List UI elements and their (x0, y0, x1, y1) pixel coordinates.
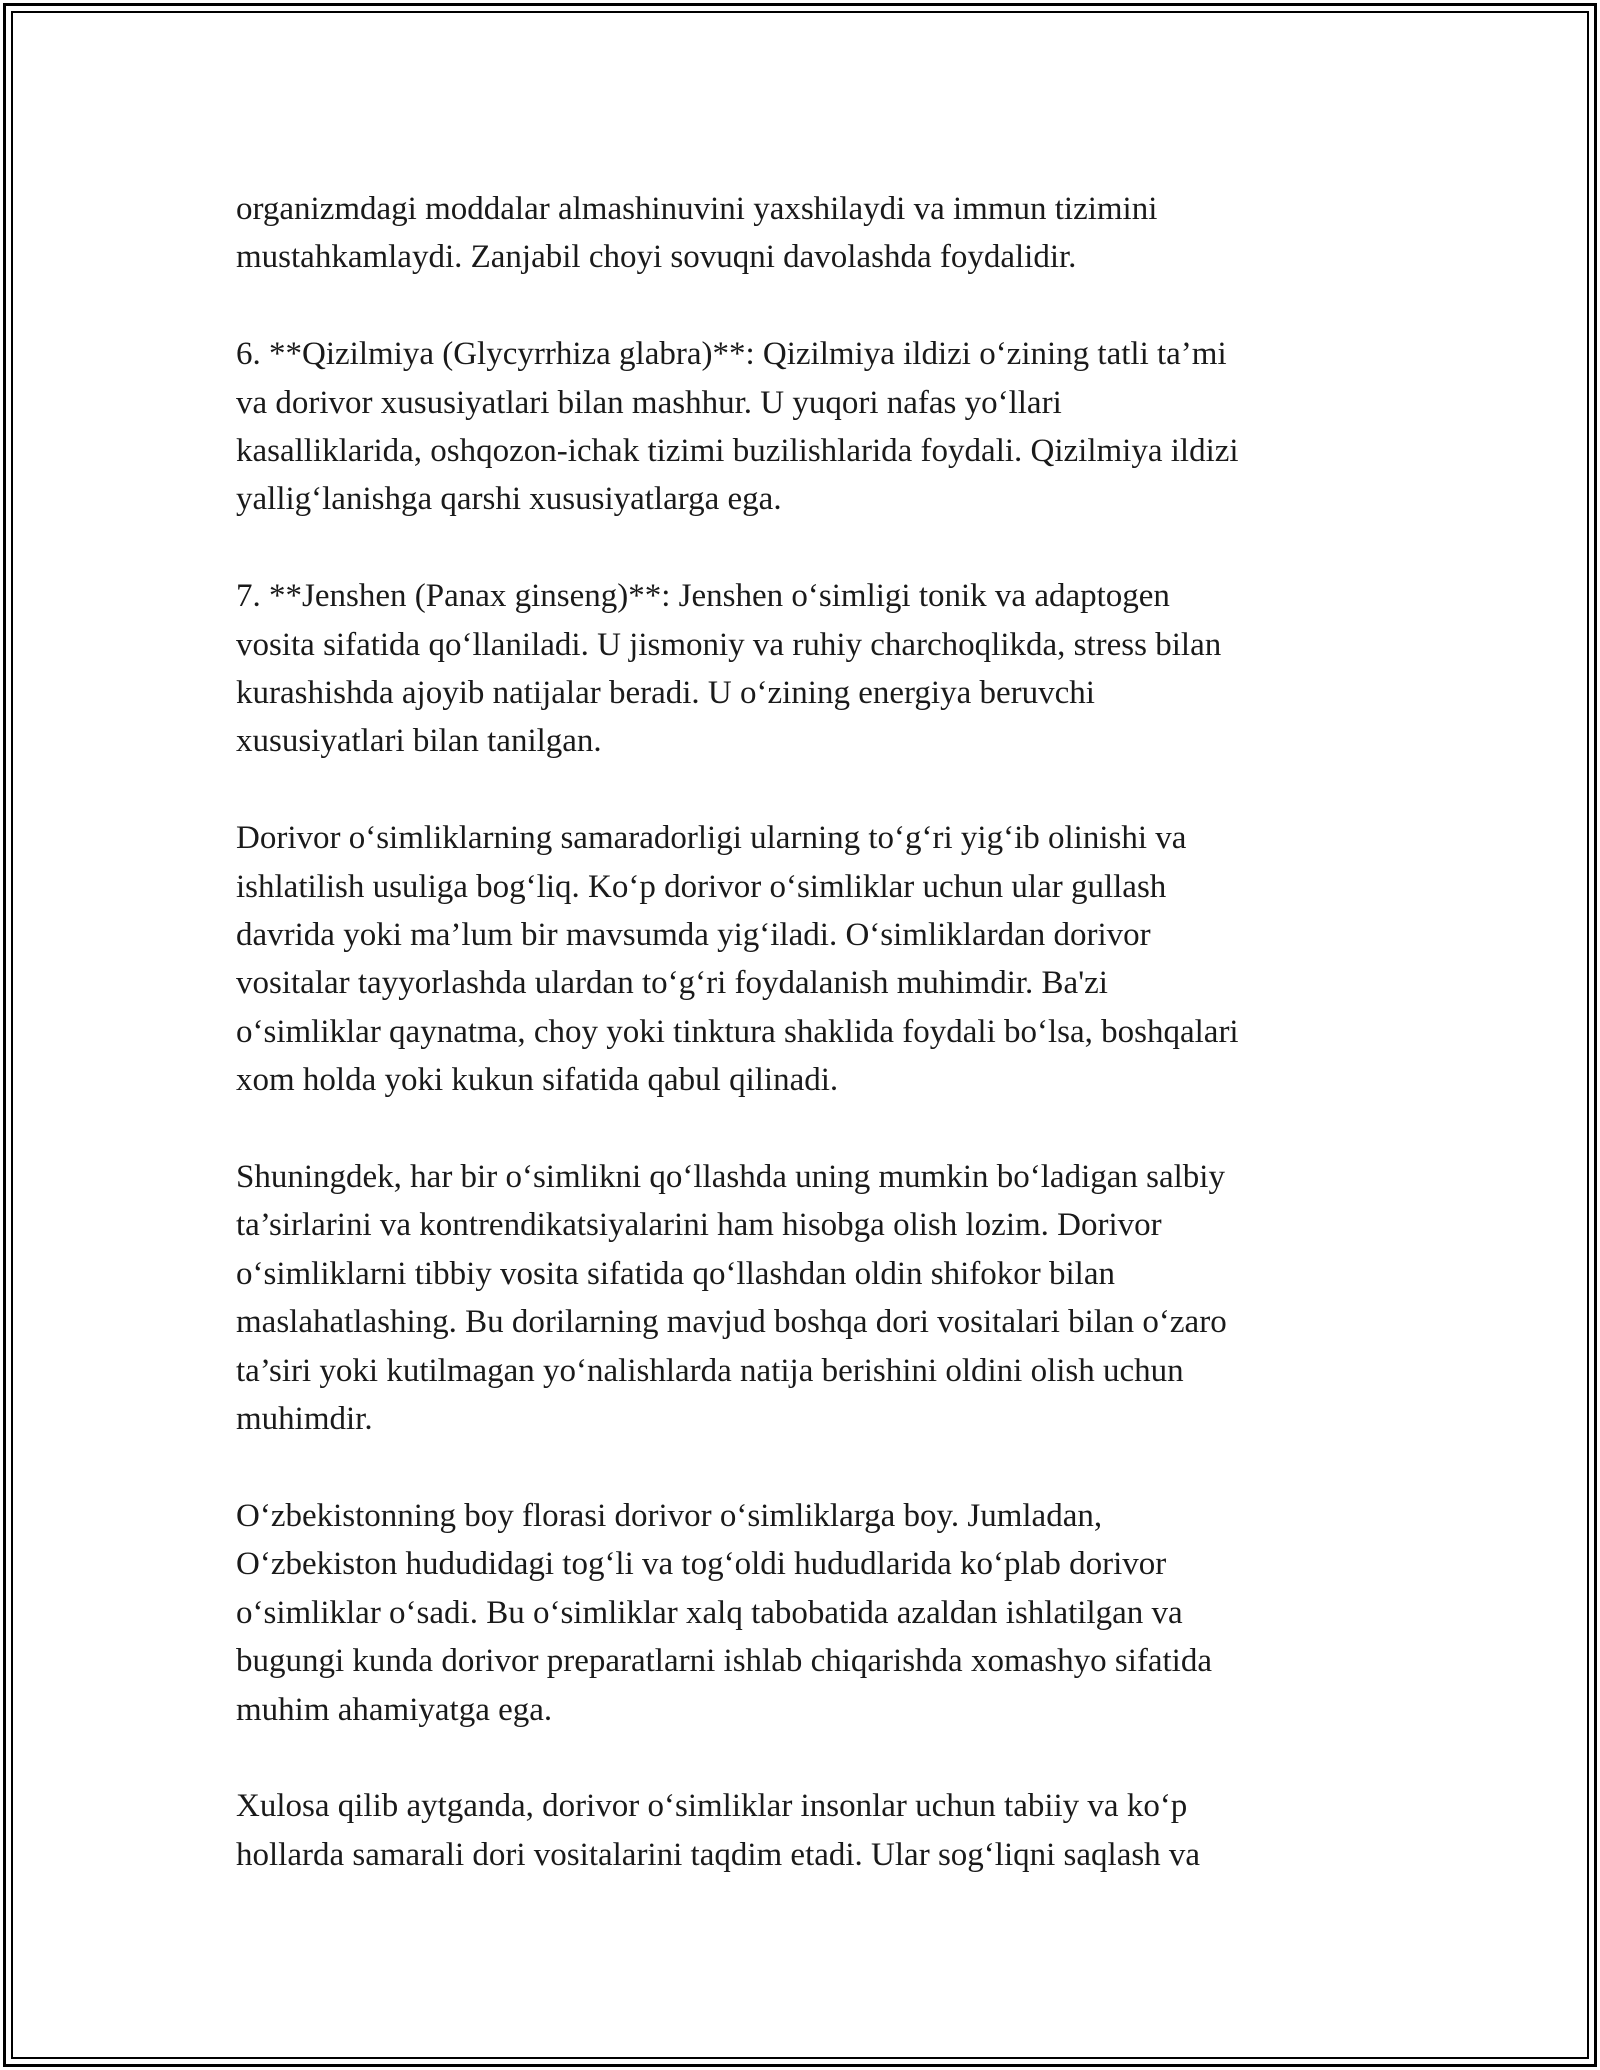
paragraph-samaradorlik: Dorivor o‘simliklarning samaradorligi ularning to‘g‘ri yig‘ib olinishi va ishlatilish usuliga bog‘liq. Ko‘p dorivor o‘simliklar uchun ular gullash davrida yoki ma’lum bir mavsumda yig‘iladi. O‘simliklardan dorivor vositalar tayyorlashda ulardan to‘g‘ri foydalanish muhimdir. Ba'zi o‘simliklar qaynatma, choy yoki tinktura shaklida foydali bo‘lsa, boshqalari xom holda yoki kukun sifatida qabul qilinadi. (236, 820, 1239, 1099)
document-body (236, 185, 1366, 1928)
paragraph-salbiy-tasirlar: Shuningdek, har bir o‘simlikni qo‘llashda uning mumkin bo‘ladigan salbiy ta’sirlarini va kontrendikatsiyalarini ham hisobga olish lozim. Dorivor o‘simliklarni tibbiy vosita sifatida qo‘llashdan oldin shifokor bilan maslahatlashing. Bu dorilarning mavjud boshqa dori vositalari bilan o‘zaro ta’siri yoki kutilmagan yo‘nalishlarda natija berishini oldini olish uchun muhimdir. (236, 1159, 1227, 1438)
paragraph-ozbekiston-florasi: O‘zbekistonning boy florasi dorivor o‘simliklarga boy. Jumladan, O‘zbekiston hududidagi tog‘li va tog‘oldi hududlarida ko‘plab dorivor o‘simliklar o‘sadi. Bu o‘simliklar xalq tabobatida azaldan ishlatilgan va bugungi kunda dorivor preparatlarni ishlab chiqarishda xomashyo sifatida muhim ahamiyatga ega. (236, 1497, 1212, 1728)
paragraph-jenshen: 7. **Jenshen (Panax ginseng)**: Jenshen o‘simligi tonik va adaptogen vosita sifatida qo‘llaniladi. U jismoniy va ruhiy charchoqlikda, stress bilan kurashishda ajoyib natijalar beradi. U o‘zining energiya beruvchi xususiyatlari bilan tanilgan. (236, 578, 1222, 760)
paragraph-zanjabil-continued: organizmdagi moddalar almashinuvini yaxshilaydi va immun tizimini mustahkamlaydi. Zanjabil choyi sovuqni davolashda foydalidir. (236, 191, 1158, 276)
paragraph-qizilmiya: 6. **Qizilmiya (Glycyrrhiza glabra)**: Qizilmiya ildizi o‘zining tatli ta’mi va dorivor xususiyatlari bilan mashhur. U yuqori nafas yo‘llari kasalliklarida, oshqozon-ichak tizimi buzilishlarida foydali. Qizilmiya ildizi yallig‘lanishga qarshi xususiyatlarga ega. (236, 336, 1239, 518)
paragraph-xulosa: Xulosa qilib aytganda, dorivor o‘simliklar insonlar uchun tabiiy va ko‘p hollarda samarali dori vositalarini taqdim etadi. Ular sog‘liqni saqlash va (236, 1788, 1201, 1873)
